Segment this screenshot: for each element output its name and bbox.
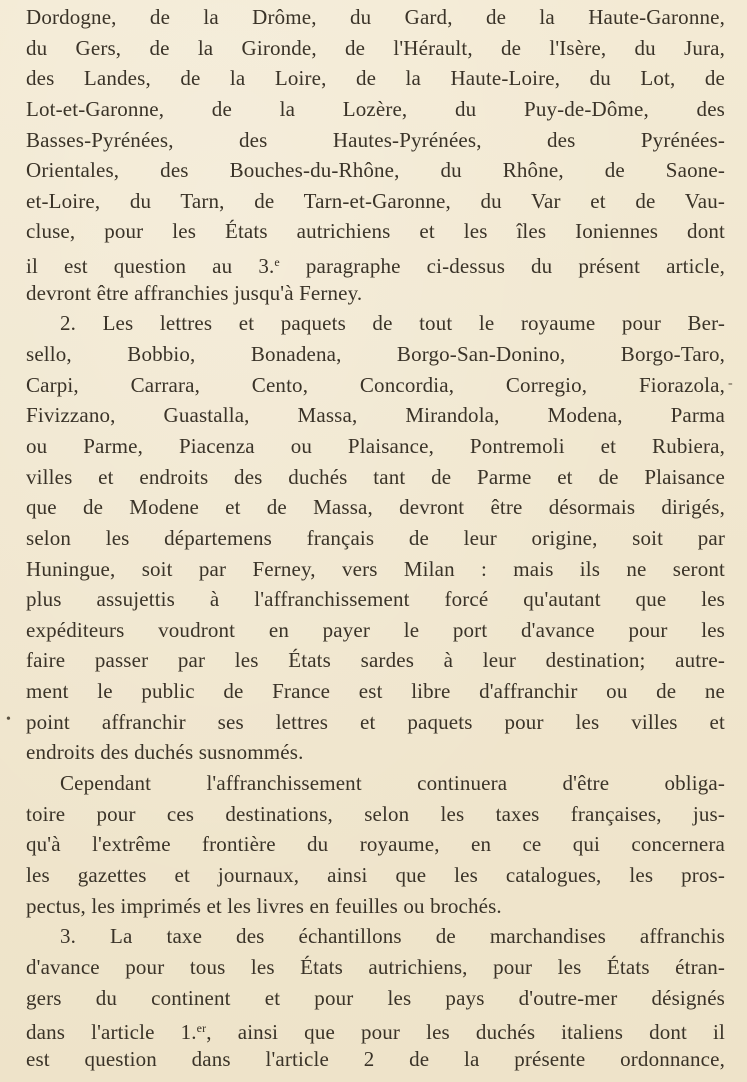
text-line: Carpi, Carrara, Cento, Concordia, Corregio, Fiorazola, <box>26 372 725 397</box>
text-line: du Gers, de la Gironde, de l'Hérault, de l'Isère, du Jura, <box>26 35 725 60</box>
text-line: sello, Bobbio, Bonadena, Borgo-San-Donino, Borgo-Taro, <box>26 342 725 367</box>
text-line: est question dans l'article 2 de la présente ordonnance, <box>26 1046 725 1071</box>
text-line: devront être affranchies jusqu'à Ferney. <box>26 280 363 305</box>
text-line: villes et endroits des duchés tant de Parme et de Plaisance <box>26 464 725 489</box>
text-line: ou Parme, Piacenza ou Plaisance, Pontremoli et Rubiera, <box>26 433 725 458</box>
superscript: er <box>196 1021 207 1036</box>
text-fragment: paragraphe ci-dessus du présent article, <box>279 254 725 279</box>
text-fragment: , ainsi que pour les duchés italiens dont il <box>206 1020 726 1045</box>
text-line: Orientales, des Bouches-du-Rhône, du Rhône, de Saone- <box>26 158 725 183</box>
text-line: ment le public de France est libre d'affranchir ou de ne <box>26 679 725 704</box>
text-line: point affranchir ses lettres et paquets pour les villes et <box>26 709 725 734</box>
document-text <box>26 2 725 1074</box>
text-line: d'avance pour tous les États autrichiens, pour les États étran- <box>26 954 725 979</box>
text-line: Fivizzano, Guastalla, Massa, Mirandola, Modena, Parma <box>26 403 725 428</box>
text-line: pectus, les imprimés et les livres en feuilles ou brochés. <box>26 893 502 918</box>
text-line: Cependant l'affranchissement continuera d'être obliga- <box>60 771 725 796</box>
margin-mark: - <box>728 376 733 391</box>
text-line <box>26 247 725 278</box>
text-fragment: il est question au 3. <box>26 254 275 279</box>
margin-mark: • <box>6 712 11 727</box>
text-line: plus assujettis à l'affranchissement forcé qu'autant que les <box>26 587 725 612</box>
text-line: 2. Les lettres et paquets de tout le royaume pour Ber- <box>60 311 725 336</box>
text-line: Huningue, soit par Ferney, vers Milan : mais ils ne seront <box>26 556 725 581</box>
text-line: faire passer par les États sardes à leur destination; autre- <box>26 648 725 673</box>
text-line <box>26 1013 725 1044</box>
text-line: gers du continent et pour les pays d'outre-mer désignés <box>26 985 725 1010</box>
text-fragment: dans l'article 1. <box>26 1020 197 1045</box>
text-line: Basses-Pyrénées, des Hautes-Pyrénées, des Pyrénées- <box>26 127 725 152</box>
text-line: expéditeurs voudront en payer le port d'avance pour les <box>26 617 725 642</box>
text-line: et-Loire, du Tarn, de Tarn-et-Garonne, du Var et de Vau- <box>26 188 725 213</box>
text-line: toire pour ces destinations, selon les taxes françaises, jus- <box>26 801 725 826</box>
text-line: des Landes, de la Loire, de la Haute-Loire, du Lot, de <box>26 66 725 91</box>
text-line: endroits des duchés susnommés. <box>26 740 304 765</box>
text-line: 3. La taxe des échantillons de marchandises affranchis <box>60 924 725 949</box>
text-line: les gazettes et journaux, ainsi que les catalogues, les pros- <box>26 862 725 887</box>
text-line: selon les départemens français de leur origine, soit par <box>26 525 725 550</box>
text-line: Lot-et-Garonne, de la Lozère, du Puy-de-Dôme, des <box>26 96 725 121</box>
text-line: que de Modene et de Massa, devront être désormais dirigés, <box>26 495 725 520</box>
superscript: e <box>274 255 280 270</box>
text-line: qu'à l'extrême frontière du royaume, en ce qui concernera <box>26 832 725 857</box>
text-line: cluse, pour les États autrichiens et les îles Ioniennes dont <box>26 219 725 244</box>
text-line: Dordogne, de la Drôme, du Gard, de la Haute-Garonne, <box>26 5 725 29</box>
